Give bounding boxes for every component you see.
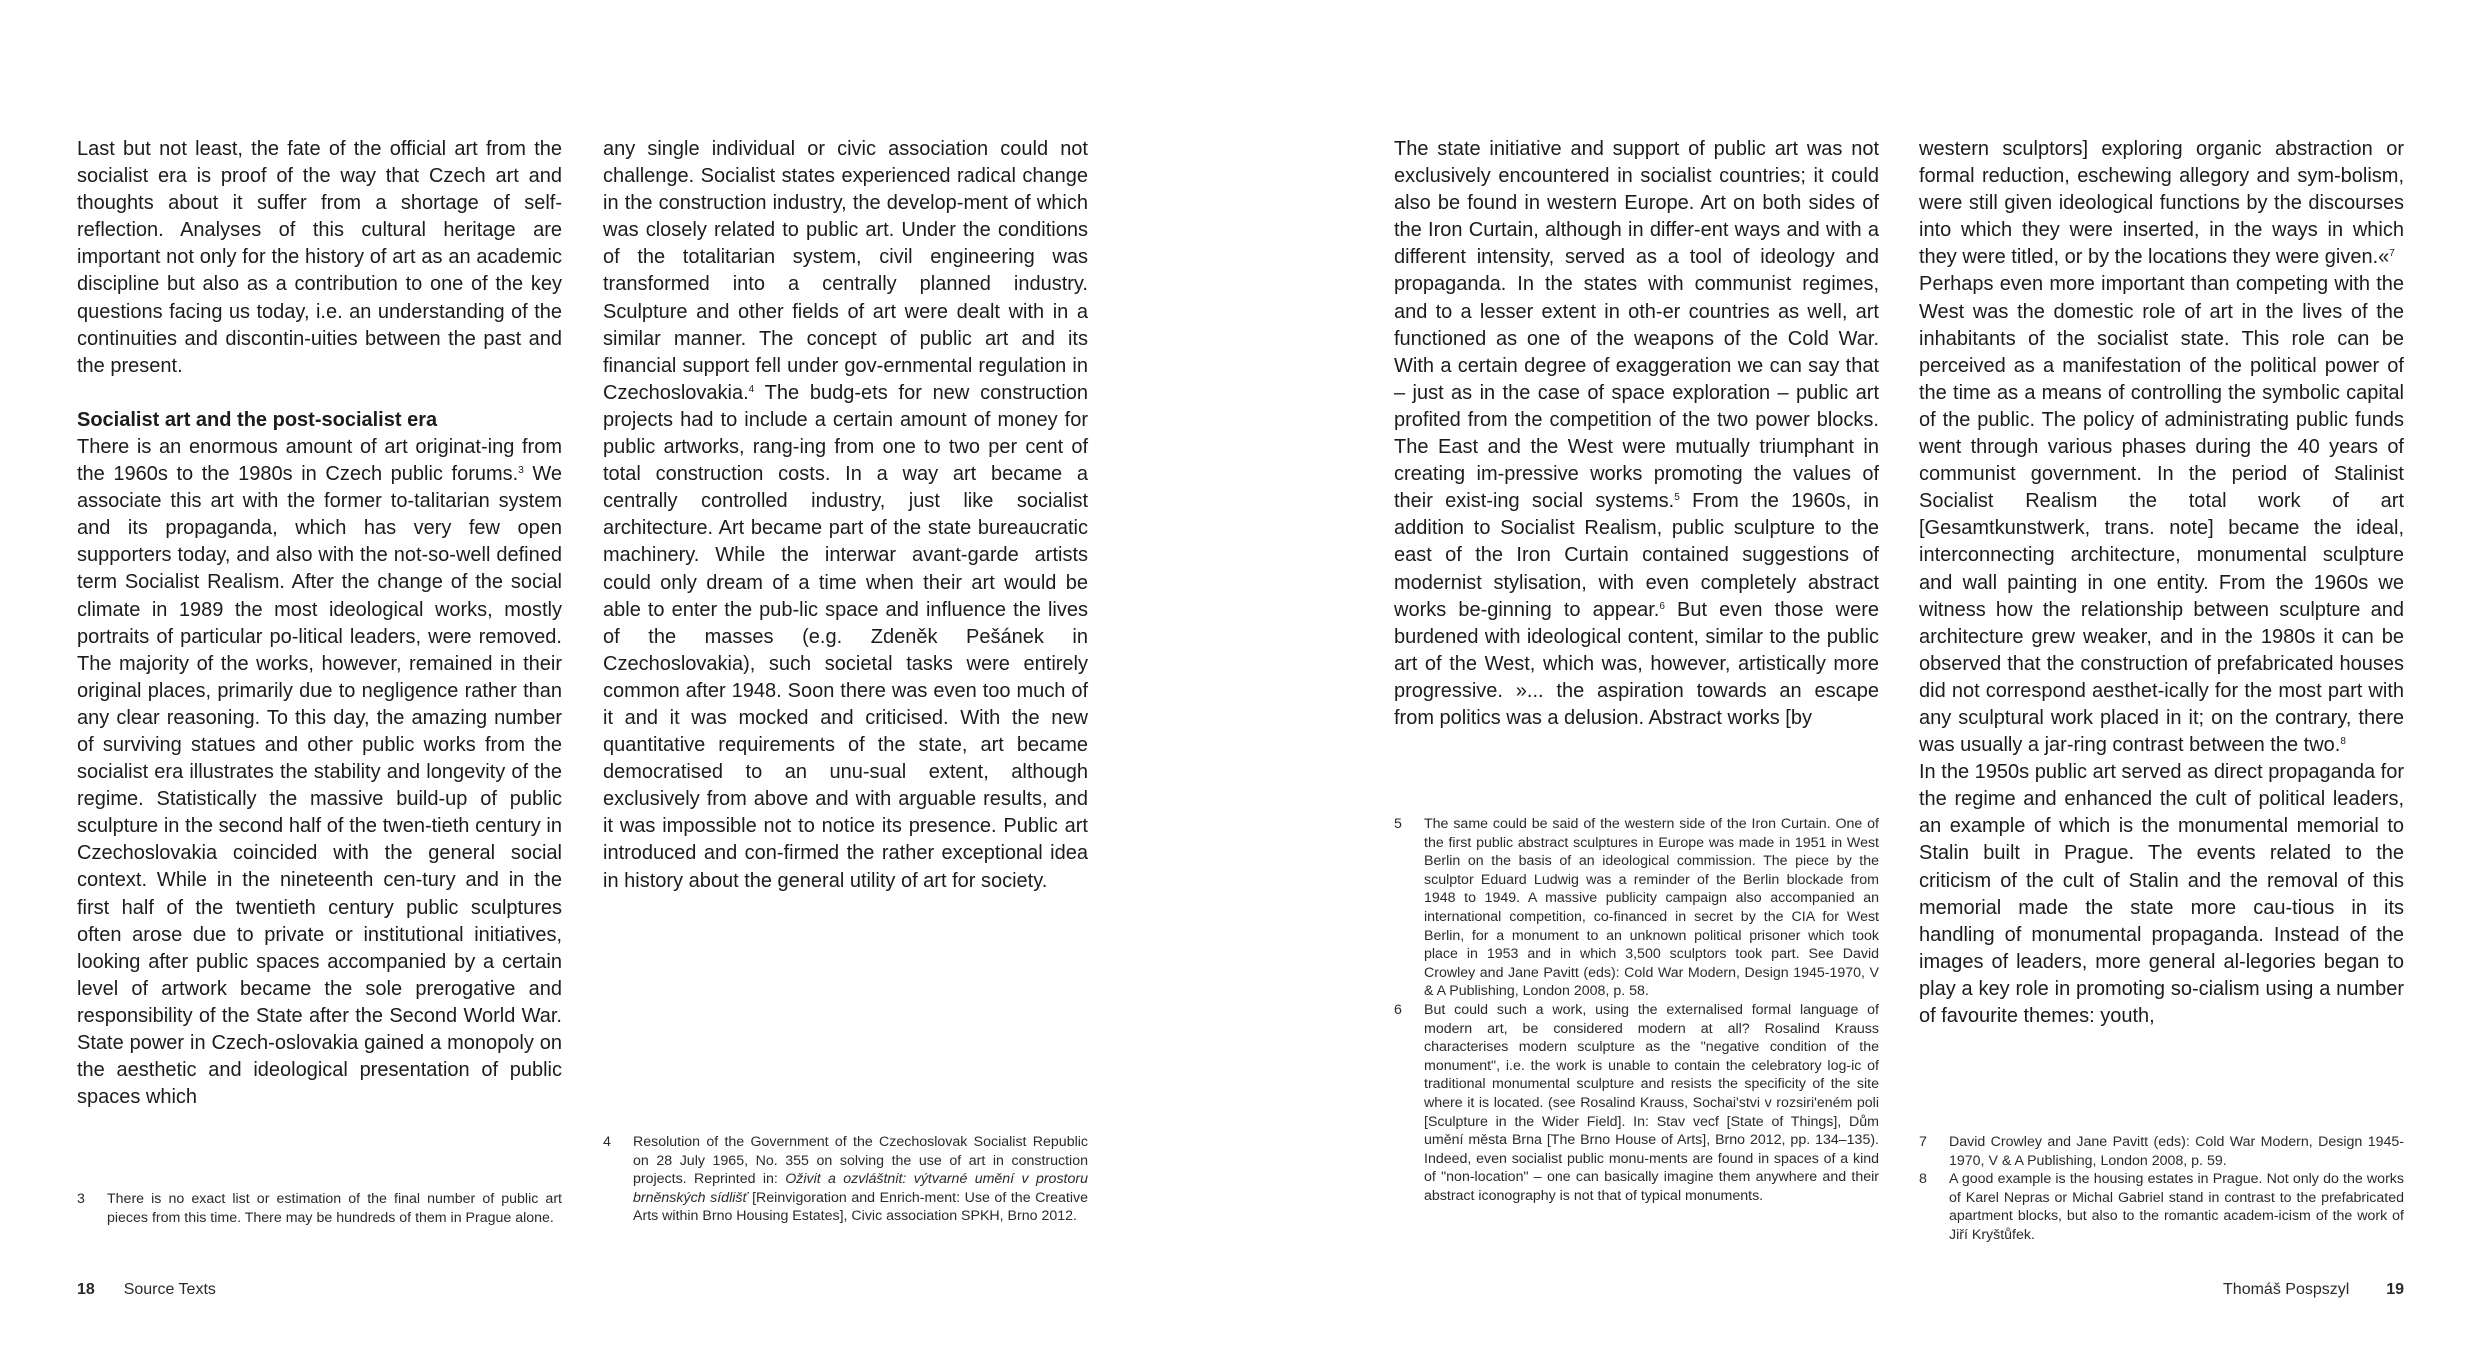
paragraph-1950s-propaganda: In the 1950s public art served as direct propaganda for the regime and enhanced the cult of political leaders, an example of which is the monumental memorial to Stalin built in Prague. The events related to the criticism of the cult of Stalin and the removal of this memorial made the state more cau-tious in its handling of monumental propaganda. Instead of the images of leaders, more general al-legories began to play a key role in promoting so-cialism using a number of favourite themes: youth, [1919, 761, 2404, 1027]
paragraph-self-reflection: Last but not least, the fate of the official art from the socialist era is proof of the way that Czech art and thoughts about it suffer from a shortage of self-reflection. Analyses of this cultural heritage are important not only for the history of art as an academic discipline but also as a contribution to one of the key questions facing us today, i.e. an understanding of the continuities and discontin-uities between the past and the present. [77, 138, 562, 377]
paragraph-text: We associate this art with the former to-talitarian system and its propaganda, which has very few open supporters today, and also with the not-so-well defined term Socialist Realism. After the change of the social climate in 1989 the most ideological works, mostly portraits of particular po-litical leaders, were removed. The majority of the works, however, remained in their original places, primarily due to negligence rather than any clear reasoning. To this day, the amazing number of surviving statues and other public works from the socialist era illustrates the stability and longevity of the regime. Statistically the massive build-up of public sculpture in the second half of the twen-tieth century in Czechoslovakia coincided with the general social context. While in the nineteenth cen-tury and in the first half of the twentieth century public sculptures often arose due to private or institutional initiatives, looking after public spaces accompanied by a certain level of artwork became the sole prerogative and responsibility of the State after the Second World War. State power in Czech-oslovakia gained a monopoly on the aesthetic and ideological presentation of public spaces which [77, 463, 562, 1109]
footnotes-left-col-2 [603, 1133, 1088, 1226]
footnote-ref-3[interactable]: 3 [518, 465, 524, 477]
footnote-text: But could such a work, using the externalised formal language of modern art, be considered modern at all? Rosalind Krauss characterises modern sculpture as the "negative condition of the monument", i.e. the work is unable to contain the celebratory log-ic of traditional monumental sculpture and resists the specificity of the site where it is located. (see Rosalind Krauss, Sochai'stvi v rozsiri'eném poli [Sculpture in the Wider Field]. In: Stav vecf [State of Things], Dům umění města Brna [The Brno House of Arts], Brno 2012, pp. 134–135). Indeed, even socialist public monu-ments are found in spaces of a kind of "non-location" – one can basically imagine them anywhere and their abstract iconography is not that of typical monuments. [1424, 1001, 1879, 1204]
paragraph-text: But even those were burdened with ideological content, similar to the public art of the West, which was, however, artistically more progressive. »... the aspiration towards an escape from politics was a delusion. Abstract works [by [1394, 598, 1879, 729]
right-folio [2180, 1280, 2404, 1300]
footnote-ref-4[interactable]: 4 [748, 383, 755, 395]
footnote-number: 6 [1394, 1001, 1402, 1018]
left-page-column-1 [77, 136, 562, 1111]
footnote-text [633, 1133, 1088, 1226]
footnote-4 [603, 1133, 1088, 1226]
footnote-text-part: [Reinvigoration and Enrich-ment: Use of the Creative Arts within Brno Housing Estates], Civic association SPKH, Brno 2012. [633, 1189, 1089, 1225]
page-number: 19 [2386, 1281, 2404, 1298]
right-page-column-1 [1394, 136, 1879, 732]
footnote-ref-6[interactable]: 6 [1659, 600, 1665, 612]
footnote-8 [1919, 1170, 2404, 1244]
paragraph-state-initiative [1394, 136, 1879, 732]
paragraph-text: Perhaps even more important than competing with the West was the domestic role of art in the lives of the inhabitants of the socialist state. This role can be perceived as a manifestation of the political power of the time as a means of controlling the symbolic capital of the public. The policy of administrating public funds went through various phases during the 40 years of communist government. In the period of Stalinist Socialist Realism the total work of art [Gesamtkunstwerk, trans. note] became the ideal, interconnecting architecture, monumental sculpture and wall painting in one entity. From the 1960s we witness how the relationship between sculpture and architecture grew weaker, and in the 1980s it can be observed that the construction of prefabricated houses did not correspond aesthet-ically for the most part with any sculptural work placed in it; on the contrary, there was usually a jar-ring contrast between the two. [1919, 273, 2404, 757]
footnote-number: 4 [603, 1134, 611, 1150]
footnote-6 [1394, 1001, 1879, 1206]
paragraph-western-sculptors [1919, 136, 2404, 271]
footnotes-left-col-1 [77, 1190, 562, 1227]
footnote-text: A good example is the housing estates in Prague. Not only do the works of Karel Nepras or Michal Gabriel stand in contrast to the prefabricated apartment blocks, but also to the romantic academ-icism of the work of Jiří Kryštůfek. [1949, 1171, 2404, 1243]
footnote-7 [1919, 1133, 2404, 1170]
footnote-ref-7[interactable]: 7 [2389, 248, 2395, 260]
left-page-column-2 [603, 136, 1088, 895]
footnote-ref-8[interactable]: 8 [2340, 736, 2346, 748]
running-head: Thomáš Pospszyl [2223, 1281, 2350, 1298]
footnote-text: There is no exact list or estimation of the final number of public art pieces from this time. There may be hundreds of them in Prague alone. [107, 1191, 562, 1226]
footnote-text: The same could be said of the western side of the Iron Curtain. One of the first public abstract sculptures in Europe was made in 1951 in West Berlin on the basis of an ideological commission. The piece by the sculptor Eduard Ludwig was a reminder of the Berlin blockade from 1948 to 1949. A massive publicity campaign also accompanied an international competition, co-financed in secret by the CIA for West Berlin, for a monument to an unknown political prisoner which took place in 1953 and in which 3,500 sculptors took part. See David Crowley and Jane Pavitt (eds): Cold War Modern, Design 1945-1970, V & A Publishing, London 2008, p. 58. [1424, 816, 1879, 1000]
right-page-column-2 [1919, 136, 2404, 1030]
footnote-5 [1394, 815, 1879, 1001]
paragraph-text: any single individual or civic association could not challenge. Socialist states experienced radical change in the construction industry, the develop-ment of which was closely related to public art. Under the conditions of the totalitarian system, civil engineering was transformed into a centrally planned industry. Sculpture and other fields of art were dealt with in a similar manner. The concept of public art and its financial support fell under gov-ernmental regulation in Czechoslovakia. [603, 138, 1088, 404]
left-folio [77, 1280, 216, 1300]
footnote-number: 8 [1919, 1171, 1927, 1188]
paragraph-text: The state initiative and support of public art was not exclusively encountered in socialist countries; it could also be found in western Europe. Art on both sides of the Iron Curtain, although in differ-ent ways and with a different intensity, served as a tool of ideology and propaganda. In the states with communist regimes, and to a lesser extent in oth-er countries as well, art functioned as one of the weapons of the Cold War. With a certain degree of exaggeration we can say that – just as in the case of space exploration – public art profited from the competition of the two power blocks. The East and the West were mutually triumphant in creating im-pressive works promoting the values of their exist-ing social systems. [1394, 138, 1879, 513]
footnote-3 [77, 1190, 562, 1227]
paragraph-state-construction [603, 136, 1088, 895]
footnote-text: David Crowley and Jane Pavitt (eds): Cold War Modern, Design 1945-1970, V & A Publishing, London 2008, p. 59. [1949, 1134, 2404, 1169]
footnote-number: 3 [77, 1191, 85, 1207]
footnote-book-title: Oživit a ozvláštnit: výtvarné umění v prostoru brněnských sídlišť [633, 1171, 1088, 1206]
section-heading: Socialist art and the post-socialist era [77, 408, 438, 431]
footnotes-right-col-1 [1394, 815, 1879, 1205]
paragraph-socialist-art [77, 434, 562, 1111]
page-number: 18 [77, 1281, 95, 1298]
footnote-ref-5[interactable]: 5 [1674, 492, 1680, 504]
running-head: Source Texts [123, 1281, 216, 1298]
paragraph-domestic-role [1919, 271, 2404, 759]
footnotes-right-col-2 [1919, 1133, 2404, 1245]
footnote-number: 5 [1394, 816, 1402, 832]
paragraph-text: The budg-ets for new construction projects had to include a certain amount of money for public artworks, rang-ing from one to two per cent of total construction costs. In a way art became a centrally controlled industry, just like socialist architecture. Art became part of the state bureaucratic machinery. While the interwar avant-garde artists could only dream of a time when their art would be able to enter the pub-lic space and influence the lives of the masses (e.g. Zdeněk Pešánek in Czechoslovakia), such societal tasks were entirely common after 1948. Soon there was even too much of it and it was mocked and criticised. With the new quantitative requirements of the state, art became democratised to an unu-sual extent, although exclusively from above and with arguable results, and it was impossible not to notice its presence. Public art introduced and con-firmed the rather exceptional idea in history about the general utility of art for society. [603, 381, 1088, 892]
paragraph-text: From the 1960s, in addition to Socialist Realism, public sculpture to the east of the Iron Curtain contained suggestions of modernist stylisation, with even completely abstract works be-ginning to appear. [1394, 490, 1880, 621]
footnote-number: 7 [1919, 1134, 1927, 1150]
paragraph-text: There is an enormous amount of art originat-ing from the 1960s to the 1980s in Czech public forums. [77, 435, 562, 486]
footnote-text-part: Resolution of the Government of the Czechoslovak Socialist Republic on 28 July 1965, No. 355 on solving the use of art in construction projects. Reprinted in: [633, 1134, 1088, 1188]
paragraph-text: western sculptors] exploring organic abstraction or formal reduction, eschewing allegory and sym-bolism, were still given ideological functions by the discourses into which they were inserted, in the ways in which they were titled, or by the locations they were given.« [1919, 138, 2404, 269]
